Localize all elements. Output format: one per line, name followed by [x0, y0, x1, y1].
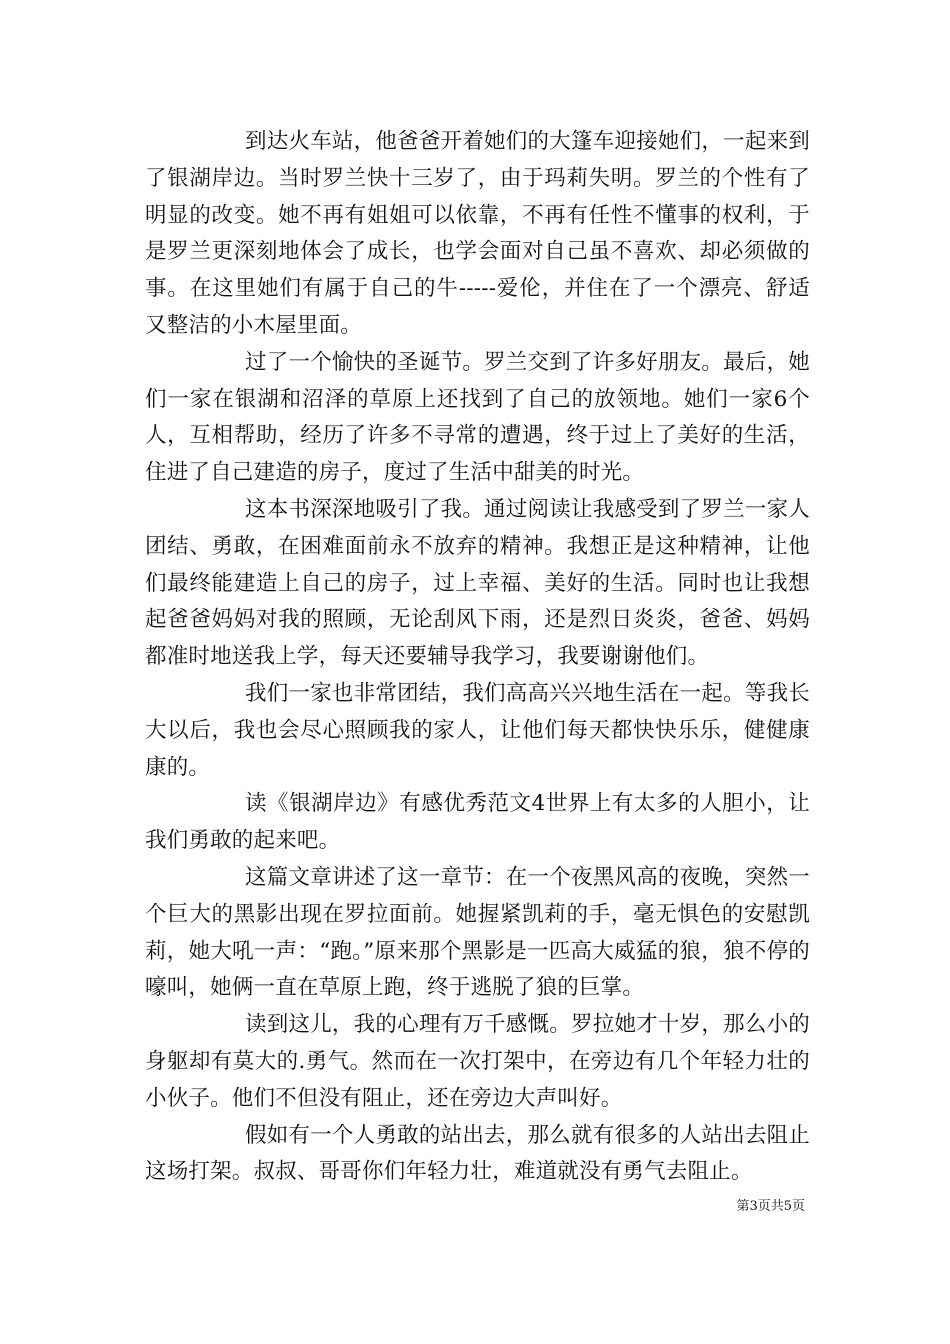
paragraph-1: 到达火车站，他爸爸开着她们的大篷车迎接她们，一起来到了银湖岸边。当时罗兰快十三岁了，由于玛莉失明。罗兰的个性有了明显的改变。她不再有姐姐可以依靠，不再有任性不懂事的权利，于是罗兰更深刻地体会了成长，也学会面对自己虽不喜欢、却必须做的事。在这里她们有属于自己的牛-----爱伦，并住在了一个漂亮、舒适又整洁的小木屋里面。: [145, 129, 810, 338]
page-number-footer: 第3页共5页: [736, 1199, 805, 1214]
body-text: [145, 124, 810, 1191]
paragraph-8: 假如有一个人勇敢的站出去，那么就有很多的人站出去阻止这场打架。叔叔、哥哥你们年轻力壮，难道就没有勇气去阻止。: [145, 1122, 810, 1185]
paragraph-5: 读《银湖岸边》有感优秀范文4世界上有太多的人胆小，让我们勇敢的起来吧。: [145, 791, 810, 854]
paragraph-4: 我们一家也非常团结，我们高高兴兴地生活在一起。等我长大以后，我也会尽心照顾我的家人，让他们每天都快快乐乐，健健康康的。: [145, 680, 810, 780]
paragraph-2: 过了一个愉快的圣诞节。罗兰交到了许多好朋友。最后，她们一家在银湖和沼泽的草原上还找到了自己的放领地。她们一家6个人，互相帮助，经历了许多不寻常的遭遇，终于过上了美好的生活，住进了自己建造的房子，度过了生活中甜美的时光。: [145, 349, 810, 486]
paragraph-3: 这本书深深地吸引了我。通过阅读让我感受到了罗兰一家人团结、勇敢，在困难面前永不放弃的精神。我想正是这种精神，让他们最终能建造上自己的房子，过上幸福、美好的生活。同时也让我想起爸爸妈妈对我的照顾，无论刮风下雨，还是烈日炎炎，爸爸、妈妈都准时地送我上学，每天还要辅导我学习，我要谢谢他们。: [145, 496, 810, 670]
paragraph-6: 这篇文章讲述了这一章节：在一个夜黑风高的夜晚，突然一个巨大的黑影出现在罗拉面前。她握紧凯莉的手，毫无惧色的安慰凯莉，她大吼一声：“跑。”原来那个黑影是一匹高大威猛的狼，狼不停的嚎叫，她俩一直在草原上跑，终于逃脱了狼的巨掌。: [145, 864, 810, 1001]
paragraph-7: 读到这儿，我的心理有万千感慨。罗拉她才十岁，那么小的身躯却有莫大的.勇气。然而在一次打架中，在旁边有几个年轻力壮的小伙子。他们不但没有阻止，还在旁边大声叫好。: [145, 1012, 810, 1111]
